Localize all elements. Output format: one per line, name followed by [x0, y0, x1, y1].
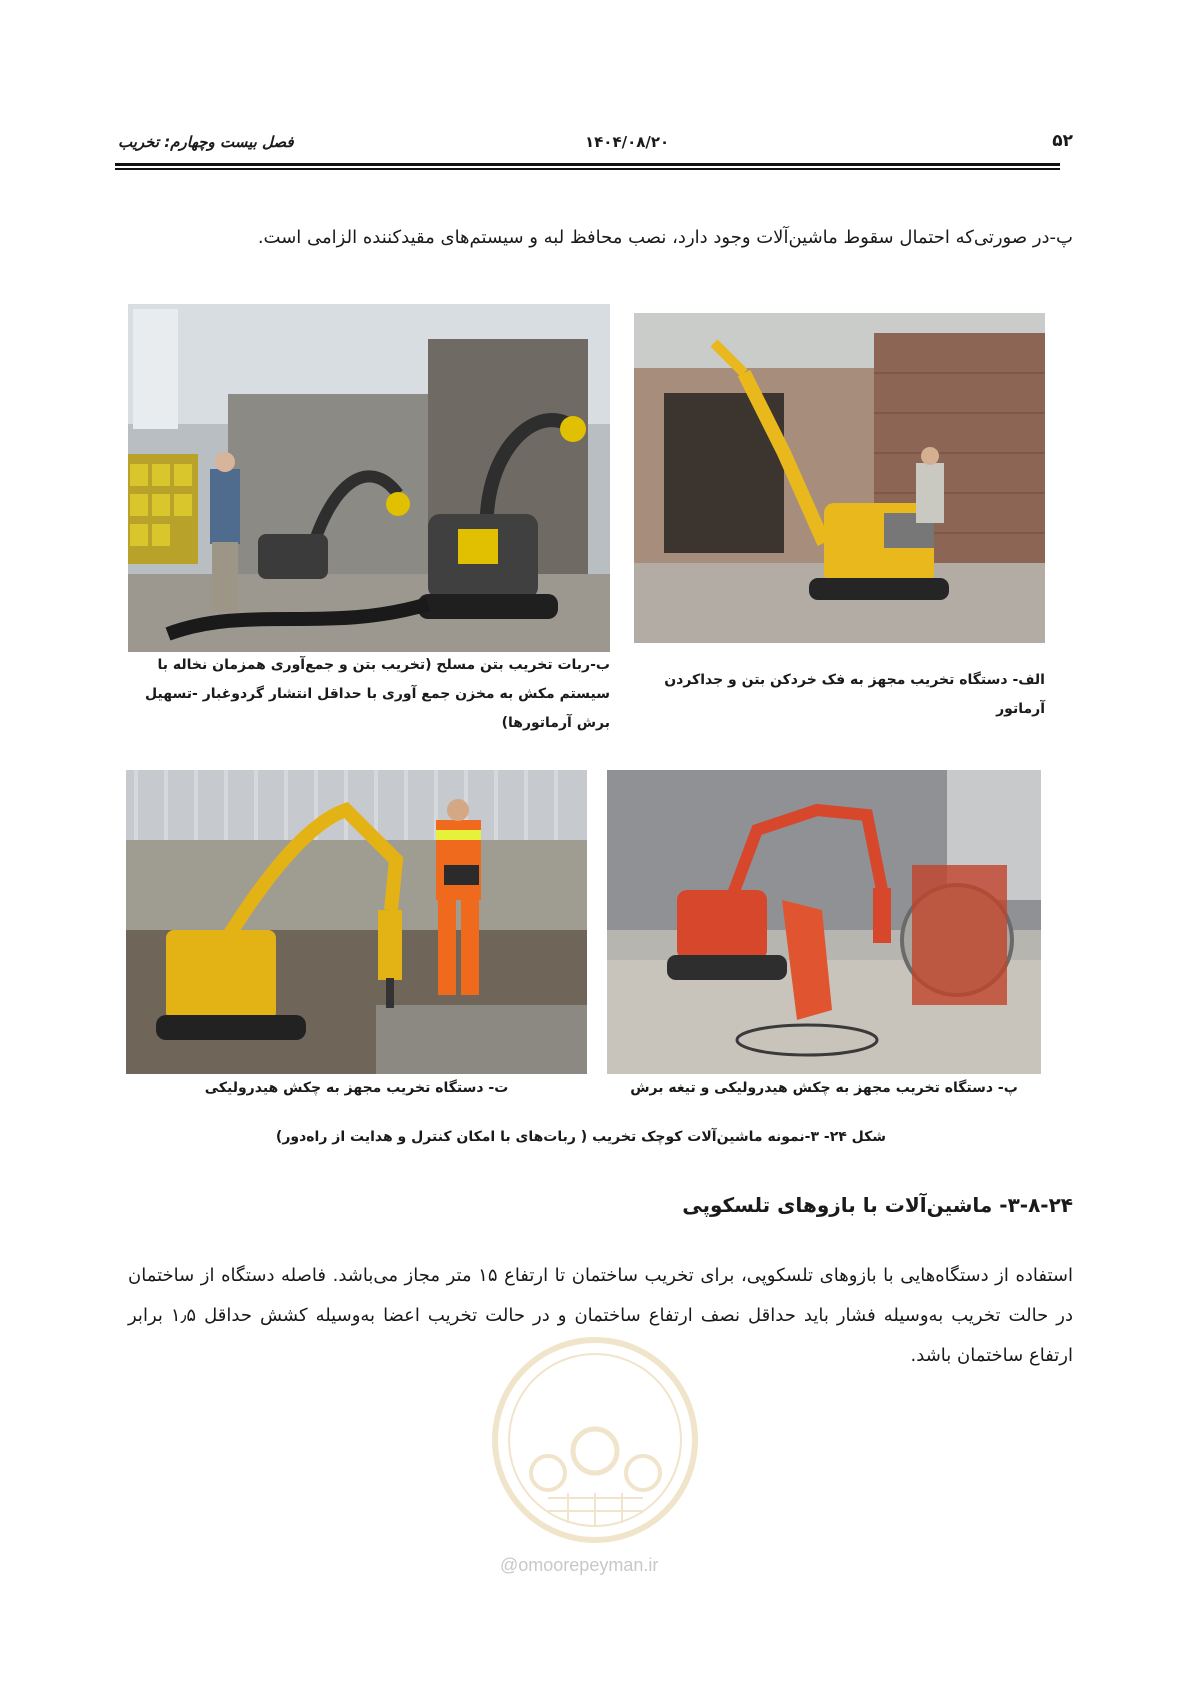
section-heading: ۳-۸-۲۴- ماشین‌آلات با بازوهای تلسکوپی — [682, 1193, 1073, 1217]
photo-hydraulic-hammer-robot — [126, 770, 587, 1074]
photo-demolition-robot-dust — [128, 304, 610, 652]
watermark-url: @omoorepeyman.ir — [500, 1555, 659, 1575]
chapter-title: فصل بیست وچهارم: تخریب — [118, 133, 294, 151]
header-rule-thin — [115, 168, 1060, 170]
figure-caption: شکل ۲۴- ۳-نمونه ماشین‌آلات کوچک تخریب ( ربات‌های با امکان کنترل و هدایت از راه‌دور) — [275, 1129, 887, 1145]
caption-photo-pe: پ- دستگاه تخریب مجهز به چکش هیدرولیکی و تیغه برش — [630, 1080, 1018, 1096]
header-date: ۱۴۰۴/۰۸/۲۰ — [585, 133, 670, 151]
watermark-logo — [488, 1333, 703, 1548]
header-rule-thick — [115, 163, 1060, 166]
photo-crusher-robot — [634, 313, 1045, 643]
intro-paragraph: پ-در صورتی‌که احتمال سقوط ماشین‌آلات وجود دارد، نصب محافظ لبه و سیستم‌های مقیدکننده الزامی است. — [257, 227, 1073, 248]
caption-photo-alef: الف- دستگاه تخریب مجهز به فک خردکن بتن و جداکردن آرماتور — [664, 672, 1045, 717]
page-number: ۵۲ — [1052, 131, 1073, 151]
caption-photo-te: ت- دستگاه تخریب مجهز به چکش هیدرولیکی — [204, 1080, 509, 1096]
photo-hammer-saw-robot — [607, 770, 1041, 1074]
section-paragraph: استفاده از دستگاه‌هایی با بازوهای تلسکوپی، برای تخریب ساختمان تا ارتفاع ۱۵ متر مجاز می‌باشد. فاصله دستگاه از ساختمان در حالت تخریب به‌وسیله فشار باید حداقل نصف ارتفاع ساختمان و در حالت تخریب اعضا به‌وسیله کشش حداقل ۱٫۵ برابر ارتفاع ساختمان باشد. — [128, 1265, 1073, 1366]
caption-photo-be: ب-ربات تخریب بتن مسلح (تخریب بتن و جمع‌آوری همزمان نخاله با سیستم مکش به مخزن جمع آوری با حداقل انتشار گردوغبار -تسهیل برش آرماتورها) — [145, 657, 610, 731]
